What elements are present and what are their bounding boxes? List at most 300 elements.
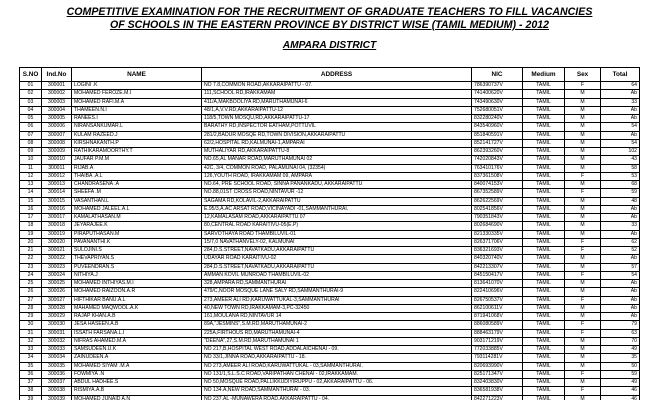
cell-medium: TAMIL xyxy=(523,115,565,123)
cell-ind-no: 300020 xyxy=(42,238,72,246)
cell-total: 70 xyxy=(601,337,640,345)
cell-name: MOHAMED RAFI.M.A xyxy=(72,98,202,106)
cell-ind-no: 300017 xyxy=(42,214,72,222)
cell-nic: 813641070V xyxy=(472,280,523,288)
header-total: Total xyxy=(601,68,640,82)
cell-name: RIJAB.A xyxy=(72,164,202,172)
cell-ind-no: 300022 xyxy=(42,255,72,263)
cell-medium: TAMIL xyxy=(523,205,565,213)
cell-name: NIRANSANKUMAR.L xyxy=(72,123,202,131)
cell-address: SARVOTHAYA ROAD THAMBILUVIL-01 xyxy=(202,230,472,238)
table-row xyxy=(20,115,640,123)
table-row xyxy=(20,238,640,246)
cell-address: NO.65,AL MANAR ROAD,MARUTHAMUNAI 02 xyxy=(202,156,472,164)
cell-name: JESA HASEEN.A.B xyxy=(72,321,202,329)
cell-medium: TAMIL xyxy=(523,296,565,304)
cell-nic: 802684690V xyxy=(472,222,523,230)
cell-sno: 31 xyxy=(20,329,42,337)
cell-sno: 01 xyxy=(20,82,42,90)
table-row xyxy=(20,263,640,271)
cell-total: 52 xyxy=(601,247,640,255)
cell-total: 43 xyxy=(601,156,640,164)
cell-address: 42C, 3/4, COMMON ROAD, PALAMUNAI 04, (32354) xyxy=(202,164,472,172)
table-row xyxy=(20,288,640,296)
cell-name: RISMIYA.A.B xyxy=(72,387,202,395)
cell-nic: 832280240V xyxy=(472,115,523,123)
cell-name: MOHAMED SIYAM .M.A xyxy=(72,362,202,370)
cell-sex: M xyxy=(565,98,601,106)
cell-nic: 832403830V xyxy=(472,379,523,387)
cell-sex: M xyxy=(565,288,601,296)
cell-ind-no: 300019 xyxy=(42,230,72,238)
cell-sno: 12 xyxy=(20,172,42,180)
cell-address: 80,CENTRAL ROAD KARAITIVU-05(E.P) xyxy=(202,222,472,230)
cell-ind-no: 300015 xyxy=(42,197,72,205)
cell-name: ISSATH FARSANA.L.I xyxy=(72,329,202,337)
cell-ind-no: 300037 xyxy=(42,379,72,387)
cell-ind-no: 300003 xyxy=(42,98,72,106)
cell-total: 68 xyxy=(601,181,640,189)
cell-nic: 742020843V xyxy=(472,156,523,164)
cell-address: NO 273,AMEER ALI ROAD,KARUWATTUKAL - 03,SAMMANTHURAI. xyxy=(202,362,472,370)
cell-sno: 18 xyxy=(20,222,42,230)
cell-name: RATHIKARAMOORTHY.T xyxy=(72,148,202,156)
cell-sno: 13 xyxy=(20,181,42,189)
cell-total: 35 xyxy=(601,354,640,362)
table-row xyxy=(20,156,640,164)
cell-sex: M xyxy=(565,205,601,213)
cell-medium: TAMIL xyxy=(523,123,565,131)
cell-sno: 26 xyxy=(20,288,42,296)
cell-total: Ab xyxy=(601,131,640,139)
cell-nic: 752680051V xyxy=(472,106,523,114)
cell-nic: 836581938V xyxy=(472,387,523,395)
cell-sno: 27 xyxy=(20,296,42,304)
header-name: NAME xyxy=(72,68,202,82)
table-row xyxy=(20,222,640,230)
cell-medium: TAMIL xyxy=(523,362,565,370)
cell-name: MOHAMED INTHIYAS.M.I xyxy=(72,280,202,288)
cell-total: 102 xyxy=(601,148,640,156)
header-sex: Sex xyxy=(565,68,601,82)
cell-name: MAHAMED MAQWOOL.A.K xyxy=(72,304,202,312)
candidates-table xyxy=(19,67,640,400)
cell-name: PUVEENDRAN.S xyxy=(72,263,202,271)
cell-sno: 06 xyxy=(20,123,42,131)
cell-medium: TAMIL xyxy=(523,337,565,345)
cell-name: SULOJINI.S xyxy=(72,247,202,255)
document-title-line-2: OF SCHOOLS IN THE EASTERN PROVINCE BY DISTRICT WISE (TAMIL MEDIUM) - 2012 xyxy=(109,19,550,31)
cell-total: Ab xyxy=(601,280,640,288)
cell-nic: 837361508V xyxy=(472,172,523,180)
cell-medium: TAMIL xyxy=(523,395,565,400)
cell-address: NO 50,MOSQUE ROAD,PALLIKKUDIYIRUPPU - 02,AKKARAIPATTU - 06. xyxy=(202,379,472,387)
cell-ind-no: 300008 xyxy=(42,139,72,147)
cell-sex: F xyxy=(565,271,601,279)
cell-sex: M xyxy=(565,156,601,164)
cell-medium: TAMIL xyxy=(523,214,565,222)
cell-nic: 862622569V xyxy=(472,197,523,205)
cell-total: 48 xyxy=(601,197,640,205)
cell-sex: M xyxy=(565,379,601,387)
cell-medium: TAMIL xyxy=(523,238,565,246)
cell-sno: 16 xyxy=(20,205,42,213)
cell-sno: 22 xyxy=(20,255,42,263)
table-row xyxy=(20,197,640,205)
cell-address: 284,D.S.STREET,NAVATKADU,AKKARAIPATTU xyxy=(202,263,472,271)
cell-total: 50 xyxy=(601,362,640,370)
cell-name: JAUFAR P.M.M xyxy=(72,156,202,164)
cell-name: NIFRAS AHAMED.M.A xyxy=(72,337,202,345)
cell-sex: M xyxy=(565,280,601,288)
cell-address: 479/C,NOOR MOSQUE LANE SALY RD,SAMMANTHURAI-9 xyxy=(202,288,472,296)
cell-name: CHANDRASENA .A xyxy=(72,181,202,189)
cell-sex: F xyxy=(565,172,601,180)
table-body xyxy=(20,82,640,400)
cell-sex: F xyxy=(565,321,601,329)
cell-sex: F xyxy=(565,387,601,395)
cell-medium: TAMIL xyxy=(523,354,565,362)
cell-total: Ab xyxy=(601,313,640,321)
cell-medium: TAMIL xyxy=(523,321,565,329)
cell-sno: 34 xyxy=(20,354,42,362)
cell-sex: F xyxy=(565,247,601,255)
table-row xyxy=(20,271,640,279)
cell-ind-no: 300013 xyxy=(42,181,72,189)
cell-sno: 17 xyxy=(20,214,42,222)
cell-nic: 822410696V xyxy=(472,288,523,296)
cell-sex: M xyxy=(565,197,601,205)
cell-address: 40,NEW TOWN RD,IRAKKAMAM-3,PC-32450 xyxy=(202,304,472,312)
cell-name: MOHAMED JALEEL.A.L xyxy=(72,205,202,213)
cell-nic: 763410176V xyxy=(472,164,523,172)
cell-address: NO.64, PRE SCHOOL ROAD, SINNA PANANKADU, AKKARAIPATTU xyxy=(202,181,472,189)
table-row xyxy=(20,280,640,288)
cell-ind-no: 300011 xyxy=(42,164,72,172)
cell-sex: M xyxy=(565,230,601,238)
table-row xyxy=(20,172,640,180)
cell-ind-no: 300036 xyxy=(42,370,72,378)
cell-address: 118/5,TOWN MOSQU,RD,AKKARAIPATTU-17 xyxy=(202,115,472,123)
cell-total: Ab xyxy=(601,296,640,304)
cell-medium: TAMIL xyxy=(523,131,565,139)
table-row xyxy=(20,98,640,106)
cell-address: NO 134.A,NEW ROAD,SAMMANTHURAI - 03. xyxy=(202,387,472,395)
cell-nic: 852141727V xyxy=(472,139,523,147)
cell-sno: 37 xyxy=(20,379,42,387)
cell-ind-no: 300034 xyxy=(42,354,72,362)
cell-nic: 886080589V xyxy=(472,321,523,329)
cell-total: Ab xyxy=(601,304,640,312)
table-row xyxy=(20,164,640,172)
cell-sno: 23 xyxy=(20,263,42,271)
cell-ind-no: 300010 xyxy=(42,156,72,164)
cell-medium: TAMIL xyxy=(523,379,565,387)
cell-nic: 786390737V xyxy=(472,82,523,90)
cell-sno: 33 xyxy=(20,346,42,354)
cell-sex: M xyxy=(565,263,601,271)
cell-medium: TAMIL xyxy=(523,98,565,106)
cell-medium: TAMIL xyxy=(523,172,565,180)
cell-name: FOWMIYA .N xyxy=(72,370,202,378)
cell-medium: TAMIL xyxy=(523,304,565,312)
cell-sno: 30 xyxy=(20,321,42,329)
cell-sex: M xyxy=(565,362,601,370)
cell-total: 64 xyxy=(601,82,640,90)
header-ind-no: Ind.No xyxy=(42,68,72,82)
table-row xyxy=(20,346,640,354)
cell-sno: 11 xyxy=(20,164,42,172)
cell-nic: 867352589V xyxy=(472,189,523,197)
cell-medium: TAMIL xyxy=(523,181,565,189)
cell-total: 46 xyxy=(601,395,640,400)
cell-medium: TAMIL xyxy=(523,164,565,172)
cell-name: THAIBA .A.L xyxy=(72,172,202,180)
cell-nic: 821330335V xyxy=(472,230,523,238)
cell-ind-no: 300029 xyxy=(42,313,72,321)
cell-address: NO 131/1,S.L.S.C ROAD,VARIPATHAN CHENAI - 02,IRAKKAMAM. xyxy=(202,370,472,378)
cell-medium: TAMIL xyxy=(523,346,565,354)
table-row xyxy=(20,395,640,400)
cell-name: MOHAMED JUNAID A.N xyxy=(72,395,202,400)
cell-nic: 842271223V xyxy=(472,395,523,400)
cell-ind-no: 300039 xyxy=(42,395,72,400)
cell-medium: TAMIL xyxy=(523,263,565,271)
table-row xyxy=(20,313,640,321)
cell-name: LOGINI .K xyxy=(72,82,202,90)
cell-medium: TAMIL xyxy=(523,329,565,337)
header-address: ADDRESS xyxy=(202,68,472,82)
cell-nic: 851840591V xyxy=(472,131,523,139)
cell-ind-no: 300018 xyxy=(42,222,72,230)
cell-address: 411/A,MAKBOOLIYA RD,MARUTHAMUNAI-6 xyxy=(202,98,472,106)
cell-address: AMMAN KOVIL MUNROAD THAMBILUVIL-02 xyxy=(202,271,472,279)
cell-sex: M xyxy=(565,255,601,263)
cell-sno: 03 xyxy=(20,98,42,106)
cell-nic: 790351843V xyxy=(472,214,523,222)
cell-total: Ab xyxy=(601,90,640,98)
cell-total: Ab xyxy=(601,288,640,296)
cell-ind-no: 300027 xyxy=(42,296,72,304)
cell-address: NO 33/1,JINNA ROAD,AKKARAIPATTU - 18. xyxy=(202,354,472,362)
table-row xyxy=(20,329,640,337)
cell-sex: F xyxy=(565,370,601,378)
cell-total: 62 xyxy=(601,238,640,246)
cell-name: NITHIYA.J xyxy=(72,271,202,279)
cell-name: KIRSHNAKANTH.P xyxy=(72,139,202,147)
cell-nic: 826750537V xyxy=(472,296,523,304)
cell-medium: TAMIL xyxy=(523,288,565,296)
cell-name: SAMSUDEEN.U.K xyxy=(72,346,202,354)
cell-sno: 28 xyxy=(20,304,42,312)
cell-sex: M xyxy=(565,354,601,362)
cell-medium: TAMIL xyxy=(523,230,565,238)
cell-sno: 04 xyxy=(20,106,42,114)
cell-address: 225A,FIRTHOUS RD,MARUTHAMUNAI-4 xyxy=(202,329,472,337)
cell-ind-no: 300006 xyxy=(42,123,72,131)
table-row xyxy=(20,296,640,304)
table-header-row xyxy=(20,68,640,82)
cell-medium: TAMIL xyxy=(523,247,565,255)
cell-ind-no: 300001 xyxy=(42,82,72,90)
cell-address: 126,YOUTH ROAD, IRAKKAMAM 09, AMPARA xyxy=(202,172,472,180)
table-row xyxy=(20,370,640,378)
cell-address: BARATHY RD,INSPECTOR EATHAM,POTTUVIL xyxy=(202,123,472,131)
cell-sex: M xyxy=(565,222,601,230)
cell-address: NO.88,01ST CROSS ROAD,NINTAVUR -12 xyxy=(202,189,472,197)
cell-ind-no: 300028 xyxy=(42,304,72,312)
cell-medium: TAMIL xyxy=(523,222,565,230)
cell-address: 62/2,HOSPITAL RD,KALMUNAI-1,AMPARAI xyxy=(202,139,472,147)
cell-medium: TAMIL xyxy=(523,197,565,205)
cell-nic: 862393260V xyxy=(472,148,523,156)
table-row xyxy=(20,148,640,156)
cell-sex: M xyxy=(565,106,601,114)
cell-total: 33 xyxy=(601,222,640,230)
cell-sex: M xyxy=(565,123,601,131)
table-row xyxy=(20,230,640,238)
cell-address: NO 237,AL -MUNAWERA ROAD,AKKARAIPATTU - 04. xyxy=(202,395,472,400)
cell-total: 33 xyxy=(601,98,640,106)
cell-nic: 862100611V xyxy=(472,304,523,312)
cell-name: THAMEEN.N.I xyxy=(72,106,202,114)
cell-ind-no: 300030 xyxy=(42,321,72,329)
header-sno: S.NO xyxy=(20,68,42,82)
table-row xyxy=(20,255,640,263)
cell-sno: 35 xyxy=(20,362,42,370)
cell-ind-no: 300002 xyxy=(42,90,72,98)
cell-ind-no: 300032 xyxy=(42,337,72,345)
cell-address: 15/7,0 NAVATHANVELY-02, KALMUNAI xyxy=(202,238,472,246)
cell-address: 328,AMPARA RD,SAMMANTHURAI xyxy=(202,280,472,288)
table-row xyxy=(20,304,640,312)
cell-medium: TAMIL xyxy=(523,255,565,263)
cell-name: RANEES.I xyxy=(72,115,202,123)
cell-name: PIRAPUTHASAN.M xyxy=(72,230,202,238)
cell-ind-no: 300025 xyxy=(42,280,72,288)
table-row xyxy=(20,90,640,98)
cell-address: 161,MOULANA RD,NINTAVUR 14 xyxy=(202,313,472,321)
table-row xyxy=(20,247,640,255)
cell-ind-no: 300012 xyxy=(42,172,72,180)
cell-medium: TAMIL xyxy=(523,313,565,321)
cell-ind-no: 300023 xyxy=(42,263,72,271)
cell-medium: TAMIL xyxy=(523,82,565,90)
cell-sno: 10 xyxy=(20,156,42,164)
cell-sno: 08 xyxy=(20,139,42,147)
cell-nic: 793114281V xyxy=(472,354,523,362)
cell-ind-no: 300009 xyxy=(42,148,72,156)
cell-ind-no: 300004 xyxy=(42,106,72,114)
cell-name: HIFTHIKAR BANU.A.L xyxy=(72,296,202,304)
cell-sno: 25 xyxy=(20,280,42,288)
cell-nic: 825171347V xyxy=(472,370,523,378)
cell-sno: 38 xyxy=(20,387,42,395)
cell-name: MOHAMED RAIZOON.A.R xyxy=(72,288,202,296)
cell-address: 281/2,BADUR MOSQE RD,TOWN DIVISION,AKKARAIPATTU xyxy=(202,131,472,139)
cell-sno: 32 xyxy=(20,337,42,345)
cell-nic: 820693990V xyxy=(472,362,523,370)
cell-sno: 02 xyxy=(20,90,42,98)
cell-total: 58 xyxy=(601,164,640,172)
table-row xyxy=(20,123,640,131)
cell-medium: TAMIL xyxy=(523,148,565,156)
cell-total: 54 xyxy=(601,139,640,147)
header-medium: Medium xyxy=(523,68,565,82)
cell-sex: F xyxy=(565,329,601,337)
cell-sex: M xyxy=(565,164,601,172)
cell-nic: 845150417V xyxy=(472,271,523,279)
cell-medium: TAMIL xyxy=(523,370,565,378)
cell-total: 49 xyxy=(601,379,640,387)
cell-address: SAGAMA RD,KOLAVIL-2,AKKARAIPATTU xyxy=(202,197,472,205)
cell-address: 12,KAMALASAM ROAD,AKKARAIPATTU 07 xyxy=(202,214,472,222)
cell-name: KAMALATHASAN.M xyxy=(72,214,202,222)
table-row xyxy=(20,362,640,370)
cell-sno: 15 xyxy=(20,197,42,205)
cell-medium: TAMIL xyxy=(523,387,565,395)
cell-sno: 24 xyxy=(20,271,42,279)
cell-nic: 840320740V xyxy=(472,255,523,263)
cell-ind-no: 300024 xyxy=(42,271,72,279)
cell-sex: M xyxy=(565,337,601,345)
cell-sno: 07 xyxy=(20,131,42,139)
cell-ind-no: 300033 xyxy=(42,346,72,354)
cell-ind-no: 300021 xyxy=(42,247,72,255)
cell-address: 111,SCHOOL RD,IRAKKAMAM xyxy=(202,90,472,98)
cell-ind-no: 300026 xyxy=(42,288,72,296)
cell-sex: M xyxy=(565,181,601,189)
cell-ind-no: 300007 xyxy=(42,131,72,139)
cell-sex: M xyxy=(565,148,601,156)
cell-sno: 05 xyxy=(20,115,42,123)
cell-total: 59 xyxy=(601,189,640,197)
cell-medium: TAMIL xyxy=(523,271,565,279)
cell-total: 63 xyxy=(601,329,640,337)
cell-address: E.95/3,A.AC ARSAT ROAD,VICINAYADI -01,SAMMANTHURAI. xyxy=(202,205,472,213)
cell-total: 46 xyxy=(601,387,640,395)
cell-sex: F xyxy=(565,82,601,90)
table-row xyxy=(20,131,640,139)
cell-sno: 39 xyxy=(20,395,42,400)
cell-sno: 20 xyxy=(20,238,42,246)
cell-medium: TAMIL xyxy=(523,156,565,164)
table-row xyxy=(20,337,640,345)
cell-name: KULAM RAZEED.J xyxy=(72,131,202,139)
cell-sex: M xyxy=(565,313,601,321)
cell-ind-no: 300035 xyxy=(42,362,72,370)
table-row xyxy=(20,106,640,114)
cell-nic: 741400620V xyxy=(472,90,523,98)
cell-sex: M xyxy=(565,214,601,222)
cell-sex: M xyxy=(565,395,601,400)
cell-total: Ab xyxy=(601,230,640,238)
cell-sno: 14 xyxy=(20,189,42,197)
cell-sno: 29 xyxy=(20,313,42,321)
cell-nic: 840074153V xyxy=(472,181,523,189)
cell-medium: TAMIL xyxy=(523,189,565,197)
cell-sno: 36 xyxy=(20,370,42,378)
cell-total: 79 xyxy=(601,321,640,329)
cell-total: 53 xyxy=(601,172,640,180)
cell-sex: F xyxy=(565,189,601,197)
cell-nic: 903171219V xyxy=(472,337,523,345)
cell-ind-no: 300014 xyxy=(42,189,72,197)
cell-address: UDAYAR ROAD KARAITIVU-02 xyxy=(202,255,472,263)
cell-address: 48/1,A,V.V.RD,AKKARAIPATTU-12 xyxy=(202,106,472,114)
cell-total: 54 xyxy=(601,123,640,131)
cell-total: 54 xyxy=(601,271,640,279)
